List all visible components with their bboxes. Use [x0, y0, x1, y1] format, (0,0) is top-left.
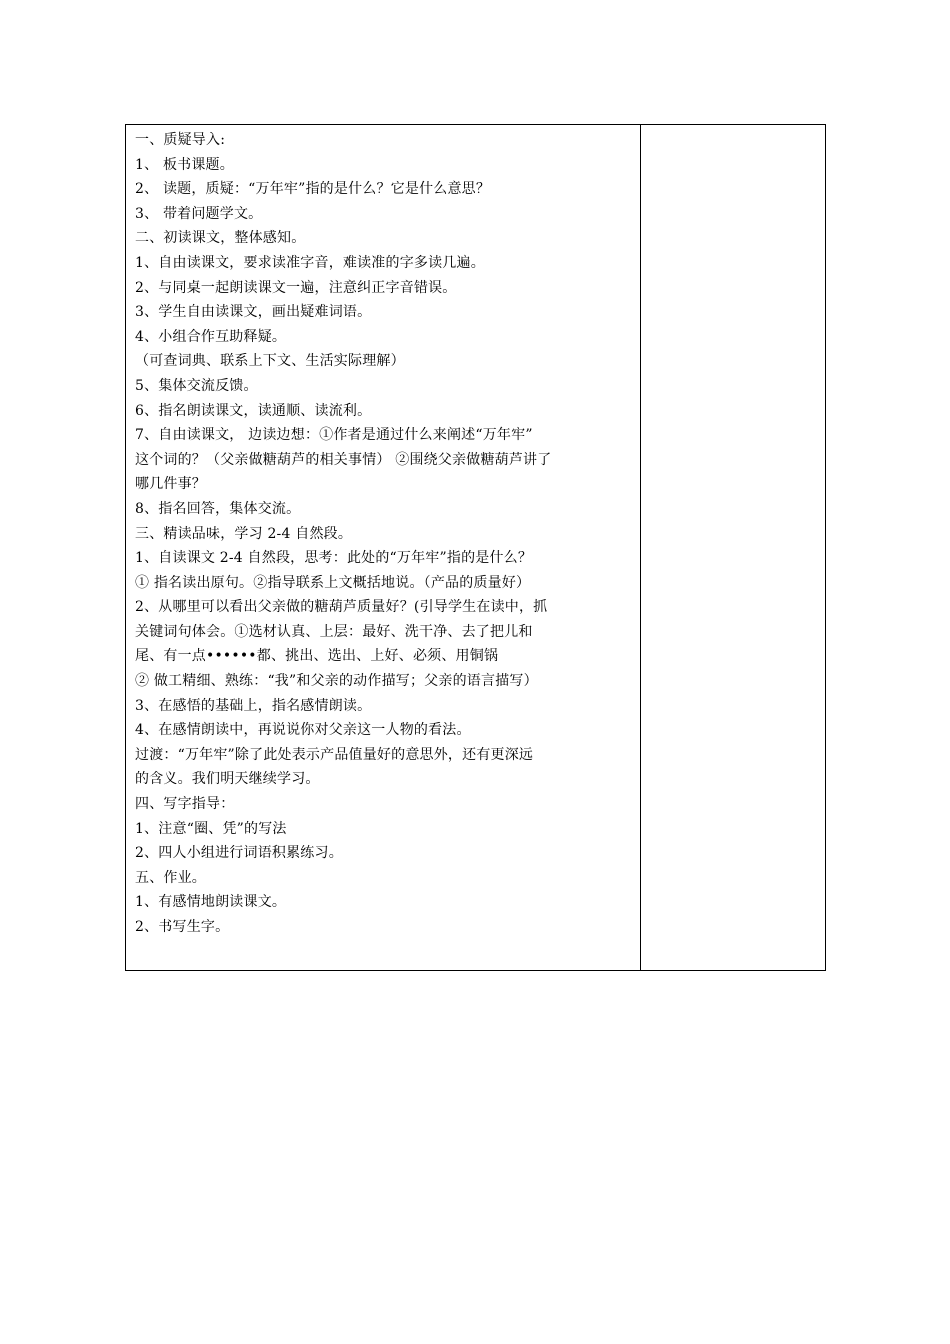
section-heading-4: 四、写字指导： [135, 796, 235, 813]
text-line: 1、有感情地朗读课文。 [135, 894, 287, 911]
text-line: 1、自由读课文，要求读准字音，难读准的字多读几遍。 [135, 254, 485, 271]
section-heading-5: 五、作业。 [135, 869, 206, 886]
text-line: 2、与同桌一起朗读课文一遍，注意纠正字音错误。 [135, 279, 457, 296]
text-line: 2、从哪里可以看出父亲做的糖葫芦质量好？(引导学生在读中，抓 [135, 599, 548, 616]
text-line: 关键词句体会。①选材认真、上层：最好、洗干净、去了把儿和 [135, 623, 533, 640]
section-heading-2: 二、初读课文，整体感知。 [135, 230, 306, 247]
text-line: 2、四人小组进行词语积累练习。 [135, 845, 343, 862]
text-line: 尾、有一点••••••都、挑出、选出、上好、必须、用铜锅 [135, 648, 499, 665]
text-line: 3、在感悟的基础上，指名感情朗读。 [135, 697, 372, 714]
notes-cell [641, 125, 825, 970]
text-line: 4、小组合作互助释疑。 [135, 328, 287, 345]
text-line: ① 指名读出原句。②指导联系上文概括地说。（产品的质量好） [135, 574, 531, 591]
text-line: 5、集体交流反馈。 [135, 377, 258, 394]
text-line: 这个词的？（父亲做糖葫芦的相关事情） ②围绕父亲做糖葫芦讲了 [135, 451, 552, 468]
text-line: ② 做工精细、熟练：“我”和父亲的动作描写；父亲的语言描写） [135, 673, 538, 690]
text-line: 1、 板书课题。 [135, 156, 234, 173]
text-line: 3、 带着问题学文。 [135, 205, 263, 222]
text-line: 3、学生自由读课文，画出疑难词语。 [135, 304, 372, 321]
text-line: （可查词典、联系上下文、生活实际理解） [135, 353, 405, 370]
text-line: 8、指名回答，集体交流。 [135, 500, 301, 517]
text-line: 2、 读题，质疑：“万年牢”指的是什么？它是什么意思？ [135, 181, 491, 198]
section-heading-1: 一、质疑导入: [135, 132, 226, 148]
text-line: 7、自由读课文， 边读边想：①作者是通过什么来阐述“万年牢” [135, 427, 533, 444]
section-heading-3: 三、精读品味，学习 2-4 自然段。 [135, 525, 353, 542]
lesson-plan-table [125, 124, 826, 971]
text-line: 1、注意“圈、凭”的写法 [135, 820, 287, 837]
text-line: 6、指名朗读课文，读通顺、读流利。 [135, 402, 372, 419]
text-line: 2、书写生字。 [135, 919, 230, 935]
text-line: 的含义。我们明天继续学习。 [135, 771, 320, 788]
text-line: 1、自读课文 2-4 自然段，思考：此处的“万年牢”指的是什么？ [135, 550, 533, 567]
text-line: 过渡：“万年牢”除了此处表示产品值量好的意思外，还有更深远 [135, 746, 534, 763]
lesson-content-cell [126, 125, 641, 970]
text-line: 哪几件事？ [135, 476, 206, 493]
text-line: 4、在感情朗读中，再说说你对父亲这一人物的看法。 [135, 722, 471, 739]
